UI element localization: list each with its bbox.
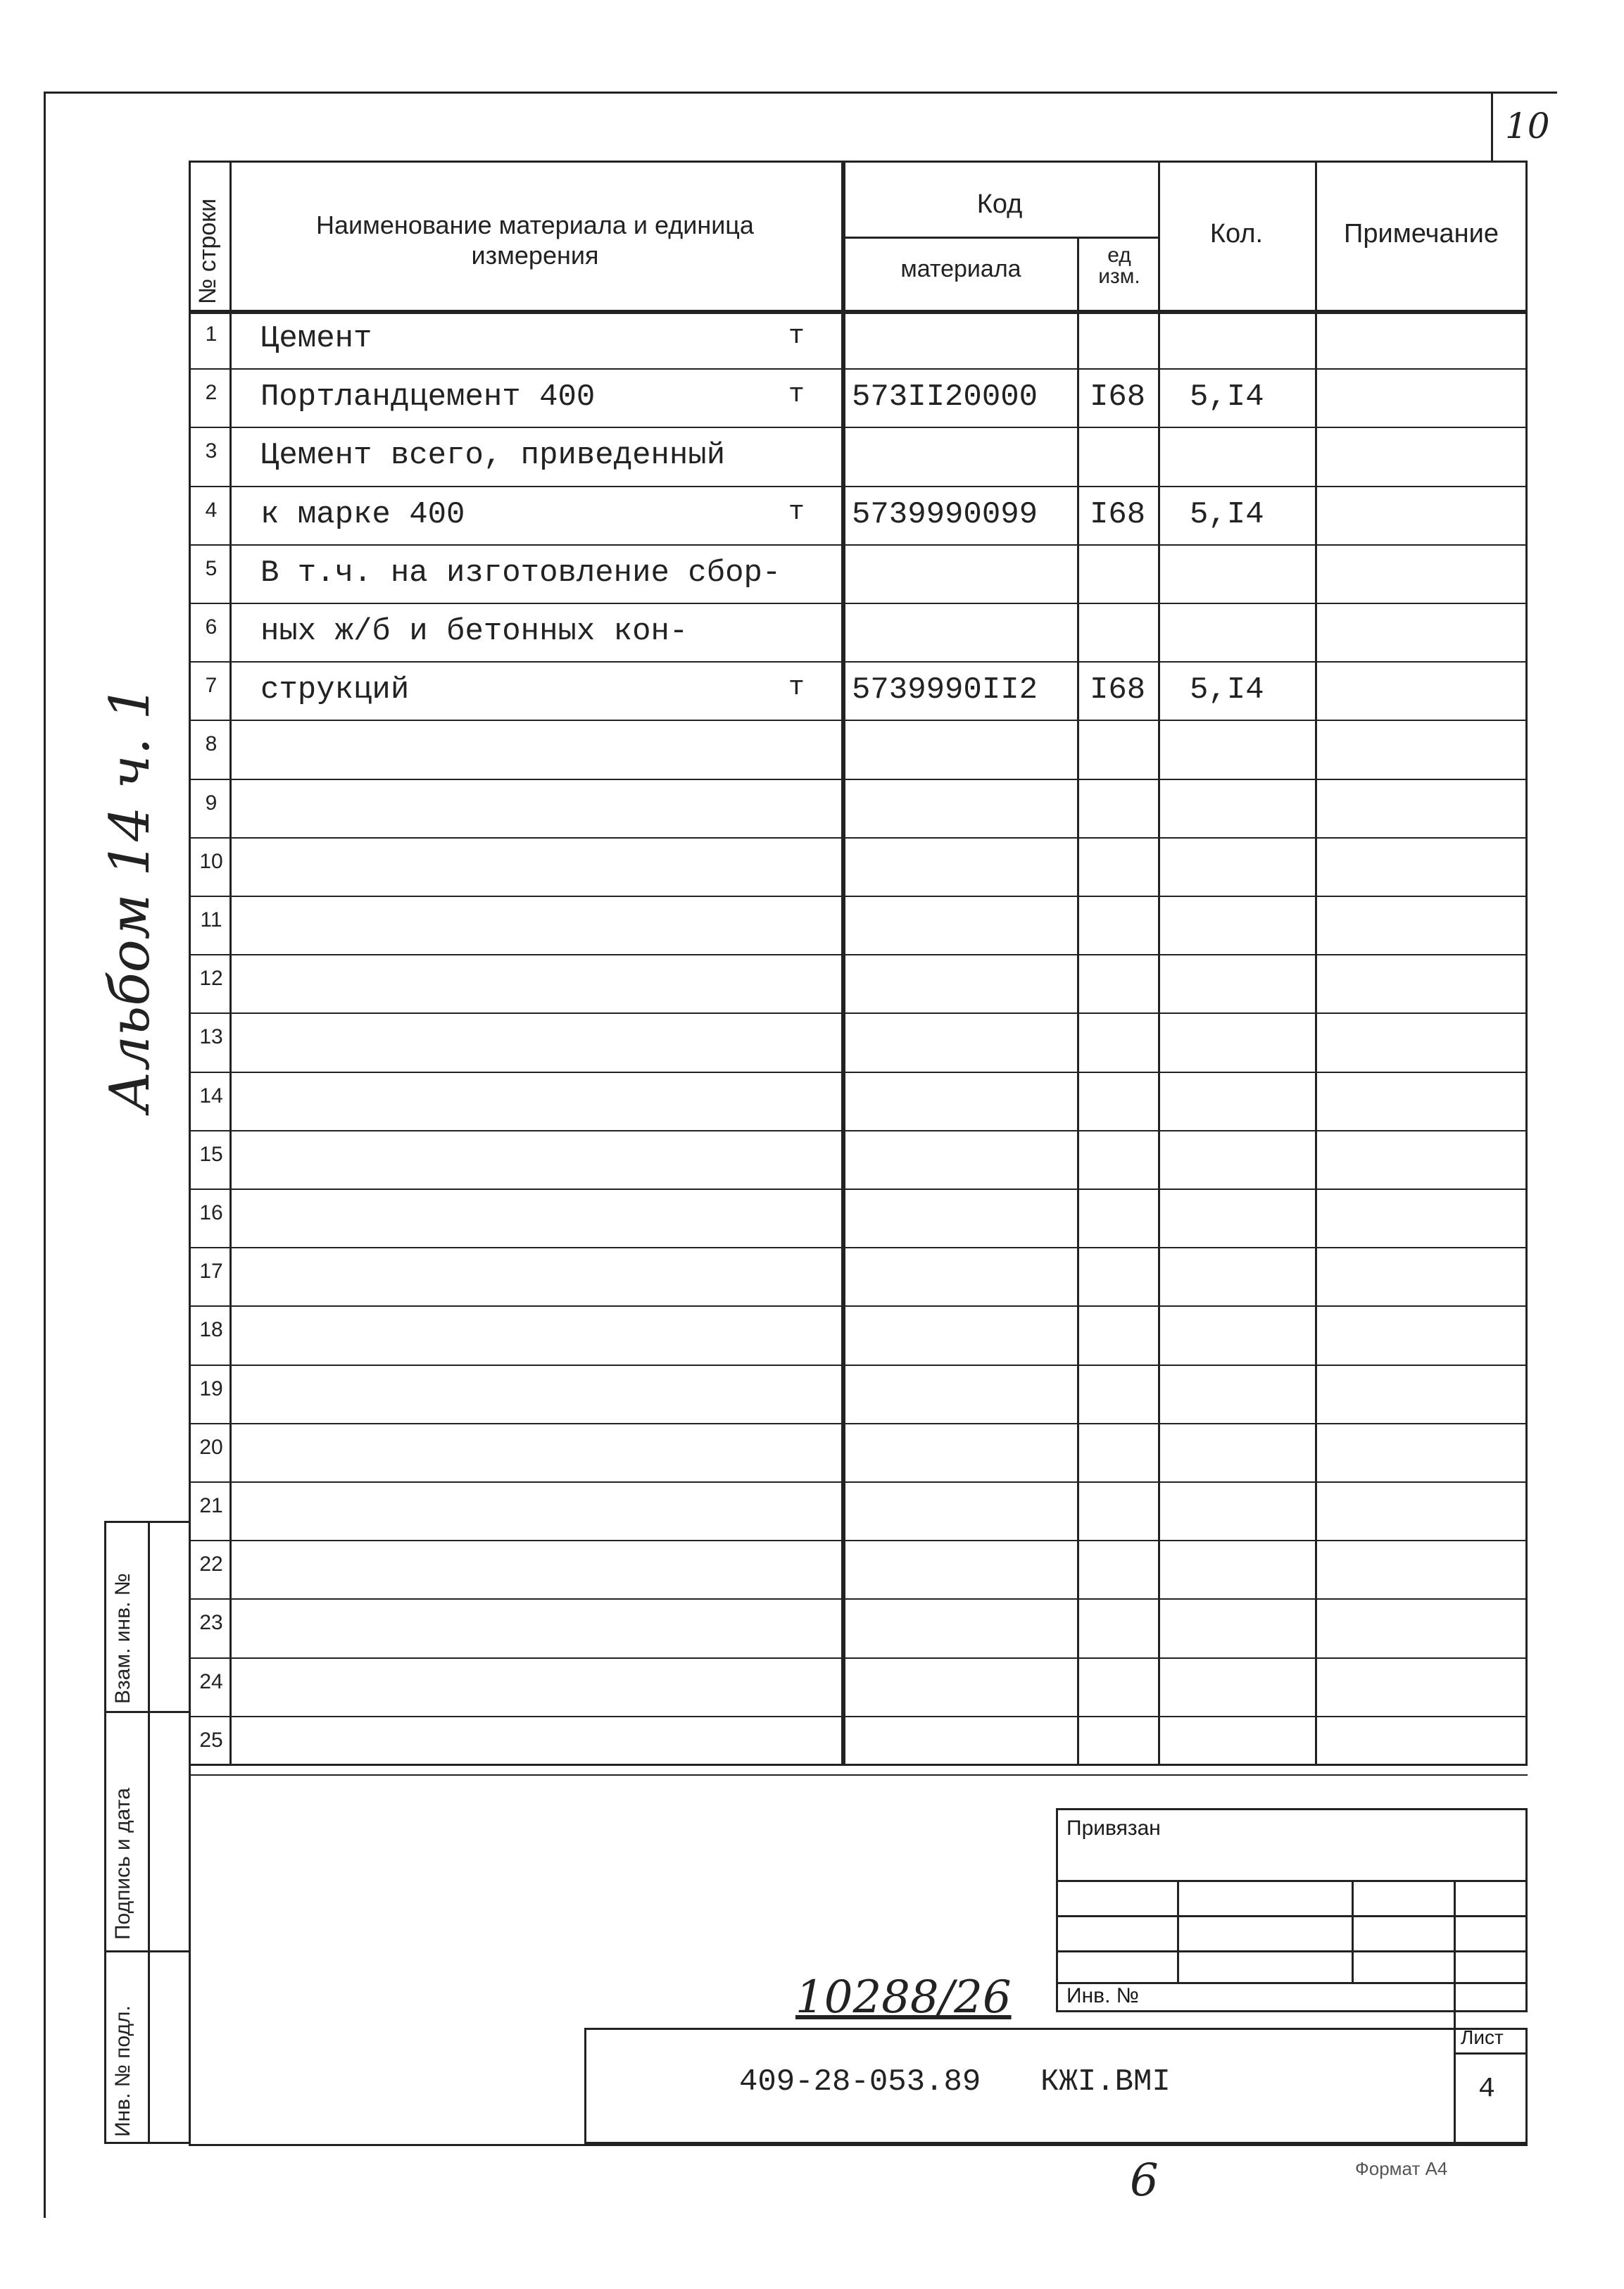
row-number: 19	[199, 1376, 223, 1400]
doc-code: 409-28-053.89	[739, 2064, 981, 2100]
privyazan-line-1	[1056, 1880, 1528, 1882]
privyazan-col-3	[1454, 1880, 1456, 2012]
row-qty: 5,I4	[1190, 380, 1264, 415]
row-line	[189, 1130, 1528, 1131]
privyazan-label: Привязан	[1066, 1817, 1161, 1840]
format-label: Формат А4	[1355, 2158, 1448, 2179]
row-number: 4	[205, 498, 218, 522]
side-label-podpis: Подпись и дата	[111, 1788, 134, 1940]
row-qty: 5,I4	[1190, 672, 1264, 708]
row-unit: т	[788, 380, 805, 410]
row-line	[189, 954, 1528, 955]
sheet-label: Лист	[1461, 2026, 1504, 2048]
side-stamp-divider	[148, 1521, 150, 2144]
row-line	[189, 1072, 1528, 1073]
handwritten-number: 10288/26	[795, 1971, 1012, 2024]
row-number: 24	[199, 1669, 223, 1693]
row-number: 20	[199, 1435, 223, 1459]
privyazan-line-2	[1056, 1915, 1528, 1917]
row-number: 17	[199, 1260, 223, 1284]
header-qty: Кол.	[1209, 219, 1264, 249]
row-line	[189, 603, 1528, 604]
row-line	[189, 1365, 1528, 1366]
row-name: ных ж/б и бетонных кон-	[260, 614, 688, 649]
row-number: 21	[199, 1494, 223, 1517]
side-label-inv-podl: Инв. № подл.	[111, 2005, 134, 2137]
row-unit-code: I68	[1090, 496, 1146, 532]
row-line	[189, 427, 1528, 428]
header-row-no: № строки	[194, 198, 221, 304]
row-code: 573II20000	[852, 380, 1038, 415]
header-code-unit: ед изм.	[1098, 244, 1140, 288]
row-line	[189, 896, 1528, 897]
row-name: струкций	[260, 672, 410, 708]
row-line	[189, 544, 1528, 546]
row-number: 18	[199, 1318, 223, 1342]
col-line-1	[229, 161, 232, 1766]
row-line	[189, 1247, 1528, 1248]
inv-no-label: Инв. №	[1066, 1984, 1139, 2007]
row-line	[189, 1305, 1528, 1307]
bottom-handwritten: 6	[1130, 2155, 1159, 2207]
header-note: Примечание	[1344, 219, 1499, 249]
album-margin-note: Альбом 14 ч. 1	[99, 684, 162, 1112]
bottom-frame	[189, 2144, 1528, 2146]
row-line	[189, 1481, 1528, 1483]
row-number: 7	[205, 674, 218, 698]
row-unit-code: I68	[1090, 672, 1146, 708]
row-number: 8	[205, 732, 218, 756]
row-name: к марке 400	[260, 496, 465, 532]
title-block-sheet-divider	[1454, 2012, 1456, 2144]
row-name: Цемент	[260, 321, 372, 356]
row-line	[189, 368, 1528, 370]
privyazan-col-1	[1177, 1880, 1179, 1982]
privyazan-col-2	[1352, 1880, 1354, 1982]
outer-frame-top	[44, 92, 1557, 94]
row-unit: т	[788, 321, 805, 351]
left-inner-frame	[189, 1766, 191, 2144]
row-number: 6	[205, 615, 218, 639]
row-line	[189, 1774, 1528, 1776]
row-unit-code: I68	[1090, 380, 1146, 415]
col-line-2	[841, 161, 845, 1766]
row-line	[189, 1540, 1528, 1541]
row-number: 22	[199, 1553, 223, 1576]
row-line	[189, 1423, 1528, 1424]
row-line	[189, 486, 1528, 487]
header-bottom	[189, 310, 1528, 314]
col-line-4	[1158, 161, 1160, 1766]
row-number: 12	[199, 967, 223, 991]
row-line	[189, 779, 1528, 780]
row-number: 1	[205, 322, 218, 346]
row-line	[189, 1657, 1528, 1659]
row-name: Портландцемент 400	[260, 380, 596, 415]
row-line	[189, 1598, 1528, 1600]
outer-frame-left	[44, 92, 46, 2218]
row-qty: 5,I4	[1190, 496, 1264, 532]
row-line	[189, 1189, 1528, 1190]
row-number: 3	[205, 439, 218, 463]
row-number: 16	[199, 1201, 223, 1224]
row-number: 2	[205, 381, 218, 405]
row-number: 10	[199, 849, 223, 873]
row-unit: т	[788, 672, 805, 703]
row-line	[189, 837, 1528, 839]
doc-suffix: КЖI.ВМI	[1040, 2064, 1171, 2100]
row-number: 23	[199, 1611, 223, 1635]
header-name: Наименование материала и единица измерения	[316, 211, 754, 270]
row-number: 14	[199, 1084, 223, 1108]
side-label-vzam: Взам. инв. №	[111, 1573, 134, 1704]
header-code-material: материала	[900, 256, 1021, 282]
col-line-3	[1077, 237, 1079, 1766]
row-line	[189, 1012, 1528, 1014]
row-unit: т	[788, 496, 805, 527]
side-stamp-line-1	[104, 1711, 190, 1713]
col-line-5	[1315, 161, 1317, 1766]
row-line	[189, 1716, 1528, 1717]
row-name: Цемент всего, приведенный	[260, 438, 726, 474]
side-stamp-line-2	[104, 1950, 190, 1952]
row-code: 5739990099	[852, 496, 1038, 532]
row-number: 9	[205, 791, 218, 815]
row-line	[189, 661, 1528, 663]
privyazan-line-3	[1056, 1950, 1528, 1952]
row-number: 5	[205, 556, 218, 580]
sheet-value: 4	[1478, 2074, 1496, 2105]
row-code: 5739990II2	[852, 672, 1038, 708]
row-line	[189, 720, 1528, 721]
title-block-sheet-line	[1454, 2052, 1528, 2055]
header-code: Код	[976, 189, 1023, 219]
row-number: 25	[199, 1728, 223, 1752]
row-number: 13	[199, 1025, 223, 1049]
row-number: 11	[200, 908, 222, 932]
row-name: В т.ч. на изготовление сбор-	[260, 555, 781, 591]
page-number: 10	[1505, 106, 1550, 146]
row-number: 15	[199, 1142, 223, 1166]
header-subline	[841, 237, 1158, 239]
